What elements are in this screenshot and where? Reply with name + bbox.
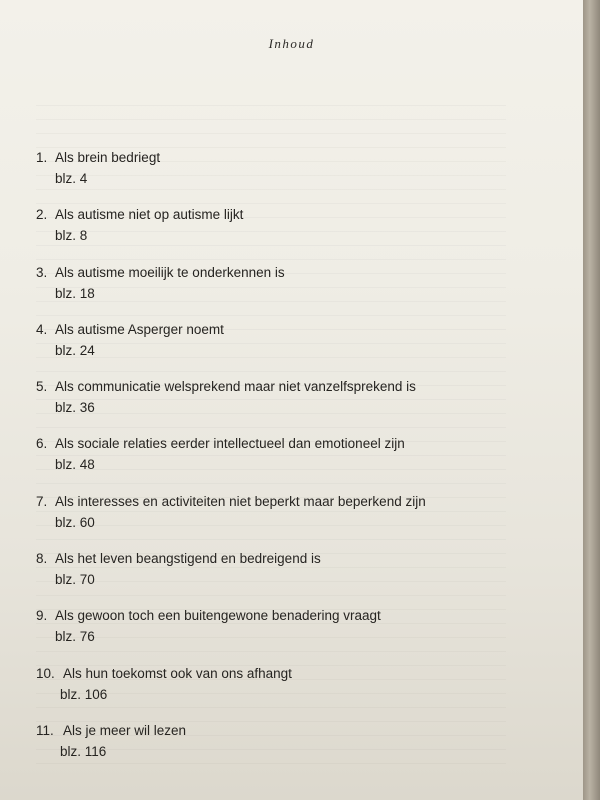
toc-entry-text: Als sociale relaties eerder intellectueel dan emotioneel zijn	[55, 436, 405, 452]
toc-entry-number: 7.	[36, 493, 48, 509]
toc-entry-title	[36, 379, 516, 395]
page-title: Inhoud	[268, 36, 315, 51]
toc-entry-page: blz. 18	[55, 285, 95, 301]
toc-entry-title	[36, 322, 516, 338]
toc-entry-number: 8.	[36, 551, 48, 567]
toc-entry-page: blz. 70	[55, 572, 95, 588]
toc-entry-page: blz. 24	[55, 342, 95, 358]
toc-entry	[36, 551, 516, 608]
toc-entry-page: blz. 60	[55, 514, 95, 530]
toc-entry-page: blz. 36	[55, 400, 95, 416]
toc-entry-page: blz. 48	[55, 457, 95, 473]
toc-entry-title	[36, 551, 516, 567]
toc-entry-text: Als autisme Asperger noemt	[55, 321, 224, 337]
toc-entry-text: Als interesses en activiteiten niet beperkt maar beperkend zijn	[55, 493, 426, 509]
toc-entry-text: Als communicatie welsprekend maar niet vanzelfsprekend is	[55, 379, 416, 395]
toc-entry-number: 3.	[36, 264, 48, 280]
toc-entry-title	[36, 723, 516, 739]
toc-entry	[36, 666, 516, 723]
toc-entry-title	[36, 207, 516, 223]
toc-entry	[36, 608, 516, 665]
toc-entry-page: blz. 8	[55, 228, 88, 244]
toc-entry-title	[36, 150, 516, 166]
toc-entry-page: blz. 106	[60, 686, 108, 702]
toc-entry-number: 9.	[36, 608, 48, 624]
toc-entry-text: Als autisme niet op autisme lijkt	[55, 207, 244, 223]
toc-entry	[36, 494, 516, 551]
toc-entry	[36, 436, 516, 493]
toc-entry	[36, 150, 516, 207]
toc-entry-text: Als je meer wil lezen	[63, 722, 187, 738]
toc-entry	[36, 723, 516, 780]
toc-entry-text: Als autisme moeilijk te onderkennen is	[55, 264, 285, 280]
toc-entry-title	[36, 494, 516, 510]
toc-entry-page: blz. 76	[55, 629, 95, 645]
toc-entry-number: 5.	[36, 379, 48, 395]
toc-entry	[36, 207, 516, 264]
toc-entry-number: 6.	[36, 436, 48, 452]
toc-entry-page: blz. 116	[60, 743, 107, 759]
toc-entry-text: Als brein bedriegt	[55, 150, 161, 165]
toc-entry-title	[36, 436, 516, 452]
toc-entry-text: Als gewoon toch een buitengewone benadering vraagt	[55, 608, 381, 624]
table-of-contents	[36, 150, 516, 780]
toc-entry-number: 2.	[36, 207, 48, 223]
toc-entry	[36, 322, 516, 379]
toc-entry-number: 1.	[36, 150, 48, 165]
toc-entry-title	[36, 265, 516, 281]
toc-entry-number: 11.	[36, 722, 54, 738]
toc-entry-text: Als het leven beangstigend en bedreigend is	[55, 551, 321, 567]
toc-entry	[36, 265, 516, 322]
toc-entry-number: 10.	[36, 665, 55, 681]
toc-entry-title	[36, 608, 516, 624]
toc-entry-title	[36, 666, 516, 682]
page-edge	[583, 0, 600, 800]
toc-entry-page: blz. 4	[55, 171, 88, 186]
toc-entry-number: 4.	[36, 321, 48, 337]
toc-entry	[36, 379, 516, 436]
toc-entry-text: Als hun toekomst ook van ons afhangt	[63, 665, 292, 681]
